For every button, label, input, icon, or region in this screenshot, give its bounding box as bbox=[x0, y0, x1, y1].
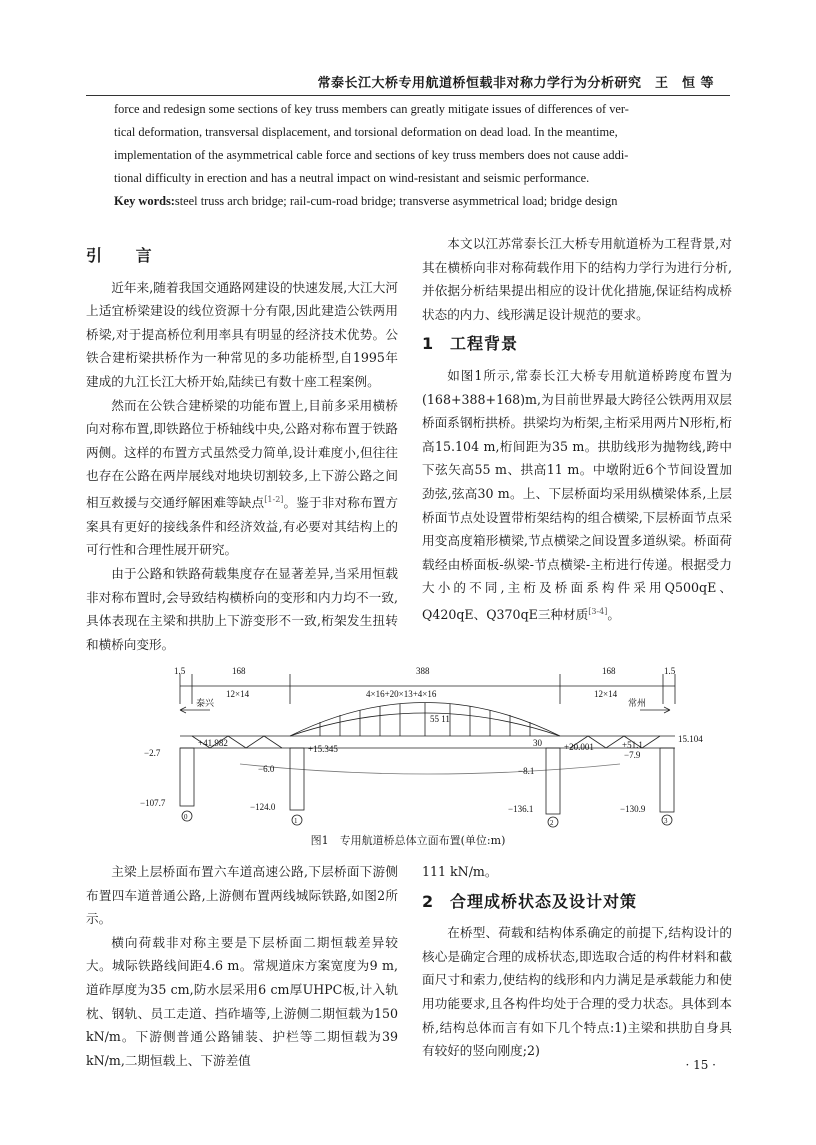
intro-column bbox=[86, 240, 398, 656]
elevation-label: −136.1 bbox=[508, 804, 534, 814]
paragraph bbox=[422, 364, 732, 627]
section-heading-2 bbox=[422, 890, 732, 914]
elevation-label: −6.0 bbox=[258, 764, 275, 774]
paragraph: 本文以江苏常泰长江大桥专用航道桥为工程背景,对其在横桥向非对称荷载作用下的结构力学行为进行分析,并依据分析结果提出相应的设计优化措施,保证结构成桥状态的内力、线形满足设计规范的要求。 bbox=[422, 236, 732, 322]
pier-number: 2 bbox=[550, 819, 554, 827]
dim-sub-label: 12×14 bbox=[594, 689, 618, 699]
pier-number: 1 bbox=[294, 817, 298, 825]
stiff-chord-label: 30 bbox=[533, 738, 542, 748]
paragraph-text: 。 bbox=[607, 607, 620, 623]
citation: [1-2] bbox=[264, 494, 284, 504]
bridge-elevation-figure bbox=[140, 664, 703, 827]
elevation-label: −124.0 bbox=[250, 802, 276, 812]
section-title: 合理成桥状态及设计对策 bbox=[450, 891, 638, 911]
elevation-label: +41.982 bbox=[198, 738, 228, 748]
abstract-line: force and redesign some sections of key truss members can greatly mitigate issues of differences of ver- bbox=[114, 102, 629, 116]
paragraph: 横向荷载非对称主要是下层桥面二期恒载差异较大。城际铁路线间距4.6 m。常规道床方案宽度为9 m,道砟厚度为35 cm,防水层采用6 cm厚UHPC板,计入轨枕、钢轨、员工走道、挡砟墙等,上游侧二期恒载为150 kN/m。下游侧普通公路铺装、护栏等二期恒载为39 kN/m,二期恒载上、下游差值 bbox=[86, 934, 398, 1068]
intro-paragraph: 近年来,随着我国交通路网建设的快速发展,大江大河上适宜桥梁建设的线位资源十分有限,因此建造公铁两用桥梁,对于提高桥位利用率具有明显的经济技术优势。公铁合建桁梁拱桥作为一种常见的多功能桥型,自1995年建成的九江长江大桥开始,陆续已有数十座工程案例。 bbox=[86, 279, 398, 389]
section-heading-1 bbox=[422, 332, 732, 356]
dim-sub-label: 4×16+20×13+4×16 bbox=[366, 689, 437, 699]
elevation-label: −7.9 bbox=[624, 750, 641, 760]
intro-paragraph: 由于公路和铁路荷载集度存在显著差异,当采用恒载非对称布置时,会导致结构横桥向的变形和内力均不一致,具体表现在主梁和拱肋上下游变形不一致,桁架发生扭转和横桥向变形。 bbox=[86, 565, 398, 652]
abstract-line: tional difficulty in erection and has a neutral impact on wind-resistant and seismic performance. bbox=[114, 171, 590, 185]
citation: [3-4] bbox=[588, 606, 608, 616]
elevation-label: −8.1 bbox=[518, 766, 535, 776]
dim-label: 168 bbox=[602, 666, 616, 676]
keywords bbox=[114, 190, 714, 213]
lower-right-column bbox=[422, 860, 732, 1063]
lower-left-column bbox=[86, 860, 398, 1072]
header-rule bbox=[86, 95, 730, 96]
abstract-en bbox=[114, 98, 714, 190]
dim-label: 1.5 bbox=[174, 666, 186, 676]
intro-paragraph bbox=[86, 394, 398, 562]
elevation-label: −2.7 bbox=[144, 748, 161, 758]
section-number: 2 bbox=[422, 891, 435, 911]
dim-label: 168 bbox=[232, 666, 246, 676]
section-title: 工程背景 bbox=[450, 334, 519, 354]
intro-title: 引 言 bbox=[86, 246, 166, 265]
abstract-line: implementation of the asymmetrical cable force and sections of key truss members does not cause addi- bbox=[114, 148, 629, 162]
elevation-label: −130.9 bbox=[620, 804, 646, 814]
keywords-label: Key words: bbox=[114, 194, 175, 208]
intro-text: 。鉴于非对称布置方案具有更好的接线条件和经济效益,有必要对其结构上的可行性和合理性展开研究。 bbox=[86, 495, 399, 558]
truss-height-label: 15.104 bbox=[678, 734, 703, 744]
elevation-label: +15.345 bbox=[308, 744, 338, 754]
pier-number: 3 bbox=[664, 817, 668, 825]
dim-sub-label: 12×14 bbox=[226, 689, 250, 699]
dim-label: 388 bbox=[416, 666, 430, 676]
section-number: 1 bbox=[422, 334, 435, 354]
elevation-label: −107.7 bbox=[140, 798, 166, 808]
abstract-line: tical deformation, transversal displacement, and torsional deformation on dead load. In the meantime, bbox=[114, 125, 618, 139]
paragraph-text: 如图1所示,常泰长江大桥专用航道桥跨度布置为(168+388+168)m,为目前世界最大跨径公铁两用双层桥面系钢桁拱桥。拱梁均为桁架,主桁采用两片N形桁,桁高15.104 m,桁间距为35 m。拱肋线形为抛物线,跨中下弦矢高55 m、拱高11 m。中墩附近6个节间设置加劲弦,弦高30 m。上、下层桥面均采用纵横梁体系,上层桥面节点处设置带桁架结构的组合横梁,下层桥面节点采用变高度箱形横梁,节点横梁之间设置多道纵梁。桥面荷载经由桥面板-纵梁-节点横梁-主桁进行传递。根据受力大小的不同,主桁及桥面系构件采用Q500qE、Q420qE、Q370qE三种材质 bbox=[422, 367, 732, 623]
running-head: 常泰长江大桥专用航道桥恒载非对称力学行为分析研究 王 恒 等 bbox=[317, 76, 714, 91]
city-label-left: 泰兴 bbox=[196, 698, 215, 708]
elevation-label: +20.001 bbox=[564, 742, 594, 752]
background-column bbox=[422, 232, 732, 627]
arch-rise-label: 55 11 bbox=[430, 714, 450, 724]
page-number: · 15 · bbox=[685, 1058, 716, 1072]
intro-text: 然而在公铁合建桥梁的功能布置上,目前多采用横桥向对称布置,即铁路位于桥轴线中央,公路对称布置于铁路两侧。这样的布置方式虽然受力简单,设计难度小,但往往也存在公路在两岸展线对地块切割较多,上下游公路之间相互救援与交通纾解困难等缺点 bbox=[86, 397, 398, 511]
dim-label: 1.5 bbox=[664, 666, 676, 676]
river-bed bbox=[240, 764, 620, 774]
paragraph: 主梁上层桥面布置六车道高速公路,下层桥面下游侧布置四车道普通公路,上游侧布置两线城际铁路,如图2所示。 bbox=[86, 864, 398, 927]
paragraph: 111 kN/m。 bbox=[422, 864, 498, 879]
figure-caption: 图1 专用航道桥总体立面布置(单位:m) bbox=[310, 834, 506, 847]
elevation-label: +51.1 bbox=[622, 740, 643, 750]
city-label-right: 常州 bbox=[628, 698, 647, 708]
pier-number: 0 bbox=[184, 813, 188, 821]
keywords-text: steel truss arch bridge; rail-cum-road bridge; transverse asymmetrical load; bridge design bbox=[174, 194, 618, 208]
paragraph: 在桥型、荷载和结构体系确定的前提下,结构设计的核心是确定合理的成桥状态,即选取合适的构件材料和截面尺寸和索力,使结构的线形和内力满足是承载能力和使用功能要求,且各构件均处于合理的受力状态。具体到本桥,结构总体而言有如下几个特点:1)主梁和拱肋自身具有较好的竖向刚度;2) bbox=[422, 925, 732, 1059]
